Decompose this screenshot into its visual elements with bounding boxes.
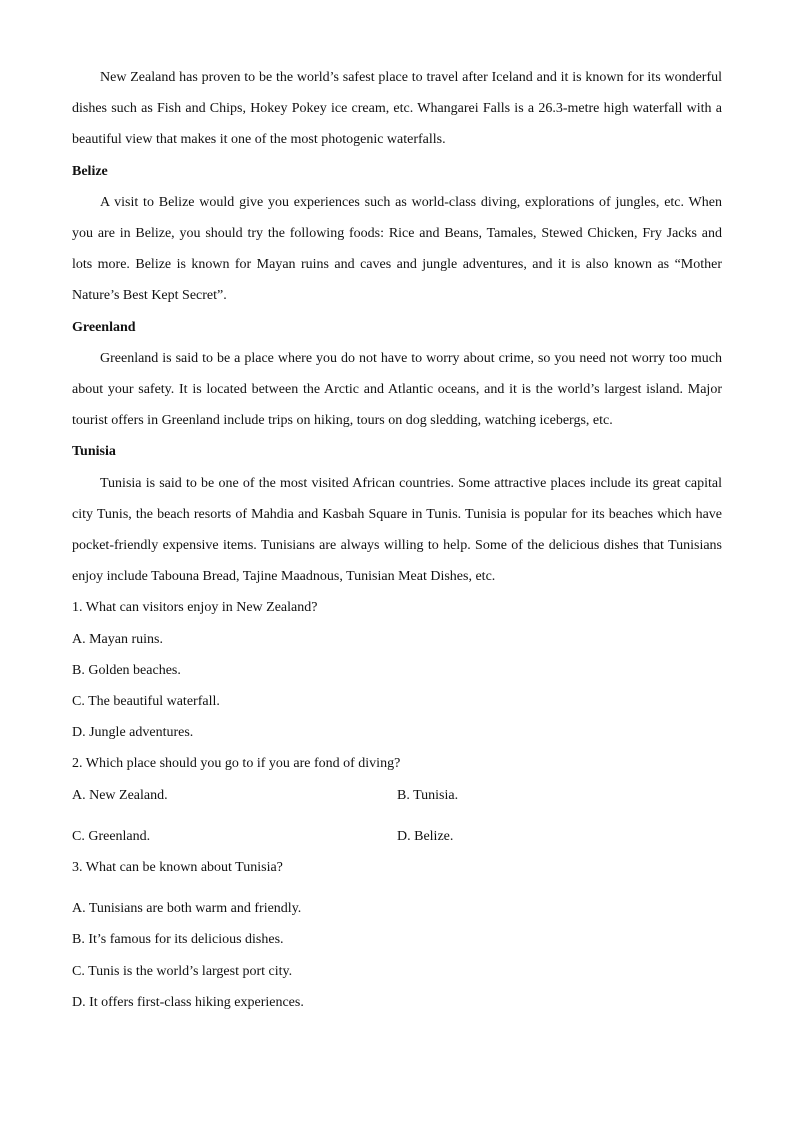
option-c: C. Greenland. [72,828,151,844]
question-1 [72,592,722,748]
question-3 [72,852,722,1018]
option-b: B. Golden beaches. [72,662,181,678]
document-page [72,62,722,1018]
section-heading-belize: Belize [72,163,108,179]
option-b: B. It’s famous for its delicious dishes. [72,932,284,948]
question-stem: 3. What can be known about Tunisia? [72,860,283,876]
question-stem: 2. Which place should you go to if you are fond of diving? [72,756,401,772]
question-stem: 1. What can visitors enjoy in New Zealand? [72,600,318,616]
section-text-greenland: Greenland is said to be a place where you do not have to worry about crime, so you need not worry too much about your safety. It is located between the Arctic and Atlantic oceans, and it is the world’s largest island. Major tourist offers in Greenland include trips on hiking, tours on dog sledding, watching icebergs, etc. [72,350,722,429]
section-text-tunisia: Tunisia is said to be one of the most visited African countries. Some attractive places include its great capital city Tunis, the beach resorts of Mahdia and Kasbah Square in Tunis. Tunisia is popular for its beaches which have pocket-friendly expensive items. Tunisians are always willing to help. Some of the delicious dishes that Tunisians enjoy include Tabouna Bread, Tajine Maadnous, Tunisian Meat Dishes, etc. [72,475,722,585]
option-a: A. New Zealand. [72,787,168,803]
section-heading-tunisia: Tunisia [72,444,116,460]
option-d: D. Jungle adventures. [72,725,194,741]
option-b: B. Tunisia. [397,787,459,803]
options-row [72,780,722,811]
option-d: D. Belize. [397,828,454,844]
option-c: C. Tunis is the world’s largest port city. [72,963,293,979]
option-a: A. Tunisians are both warm and friendly. [72,901,302,917]
question-2 [72,748,722,852]
option-a: A. Mayan ruins. [72,631,163,647]
option-c: C. The beautiful waterfall. [72,694,220,710]
passage-intro: New Zealand has proven to be the world’s safest place to travel after Iceland and it is known for its wonderful dishes such as Fish and Chips, Hokey Pokey ice cream, etc. Whangarei Falls is a 26.3-metre high waterfall with a beautiful view that makes it one of the most photogenic waterfalls. [72,70,722,148]
section-heading-greenland: Greenland [72,319,136,335]
section-text-belize: A visit to Belize would give you experiences such as world-class diving, explorations of jungles, etc. When you are in Belize, you should try the following foods: Rice and Beans, Tamales, Stewed Chicken, Fry Jacks and lots more. Belize is known for Mayan ruins and caves and jungle adventures, and it is also known as “Mother Nature’s Best Kept Secret”. [72,194,722,304]
option-d: D. It offers first-class hiking experiences. [72,994,304,1010]
options-row [72,821,722,852]
